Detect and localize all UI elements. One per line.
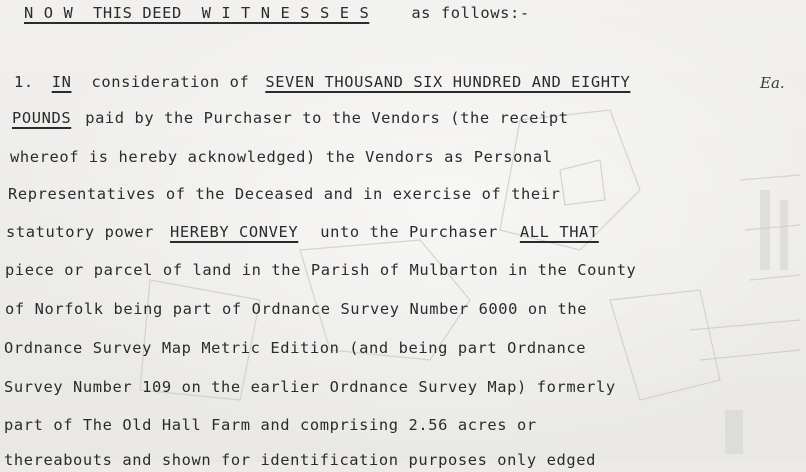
consideration-text: consideration of <box>91 73 250 91</box>
all-that-keyword: ALL THAT <box>519 223 599 241</box>
in-keyword: IN <box>51 73 72 91</box>
clause-line-10: part of The Old Hall Farm and comprising 2.56 acres or <box>4 416 537 434</box>
clause-line-3: whereof is hereby acknowledged) the Vendors as Personal <box>10 148 553 166</box>
clause-line-2 <box>12 106 569 130</box>
deed-heading <box>24 1 530 25</box>
hereby-convey-keyword: HEREBY CONVEY <box>170 223 299 241</box>
amount-in-words: SEVEN THOUSAND SIX HUNDRED AND EIGHTY <box>265 73 631 91</box>
clause-line-8: Ordnance Survey Map Metric Edition (and being part Ordnance <box>4 339 587 357</box>
clause-number: 1. <box>14 73 34 91</box>
handwritten-margin-note: Ea. <box>760 74 785 92</box>
clause-line-9: Survey Number 109 on the earlier Ordnance Survey Map) formerly <box>4 378 616 396</box>
as-follows-text: as follows:- <box>411 4 530 22</box>
clause-line-5 <box>6 220 599 244</box>
clause-line-1 <box>14 70 630 94</box>
clause-line-6: piece or parcel of land in the Parish of Mulbarton in the County <box>5 261 637 279</box>
unto-purchaser-text: unto the Purchaser <box>320 223 498 241</box>
clause-line-4: Representatives of the Deceased and in exercise of their <box>8 185 561 203</box>
clause-line-2-text: paid by the Purchaser to the Vendors (the receipt <box>85 109 569 127</box>
pounds-keyword: POUNDS <box>12 109 72 127</box>
witnesses-heading: N O W THIS DEED W I T N E S S E S <box>24 4 370 22</box>
statutory-power-text: statutory power <box>6 223 154 241</box>
clause-line-7: of Norfolk being part of Ordnance Survey Number 6000 on the <box>5 300 588 318</box>
clause-line-11: thereabouts and shown for identification purposes only edged <box>4 451 596 469</box>
